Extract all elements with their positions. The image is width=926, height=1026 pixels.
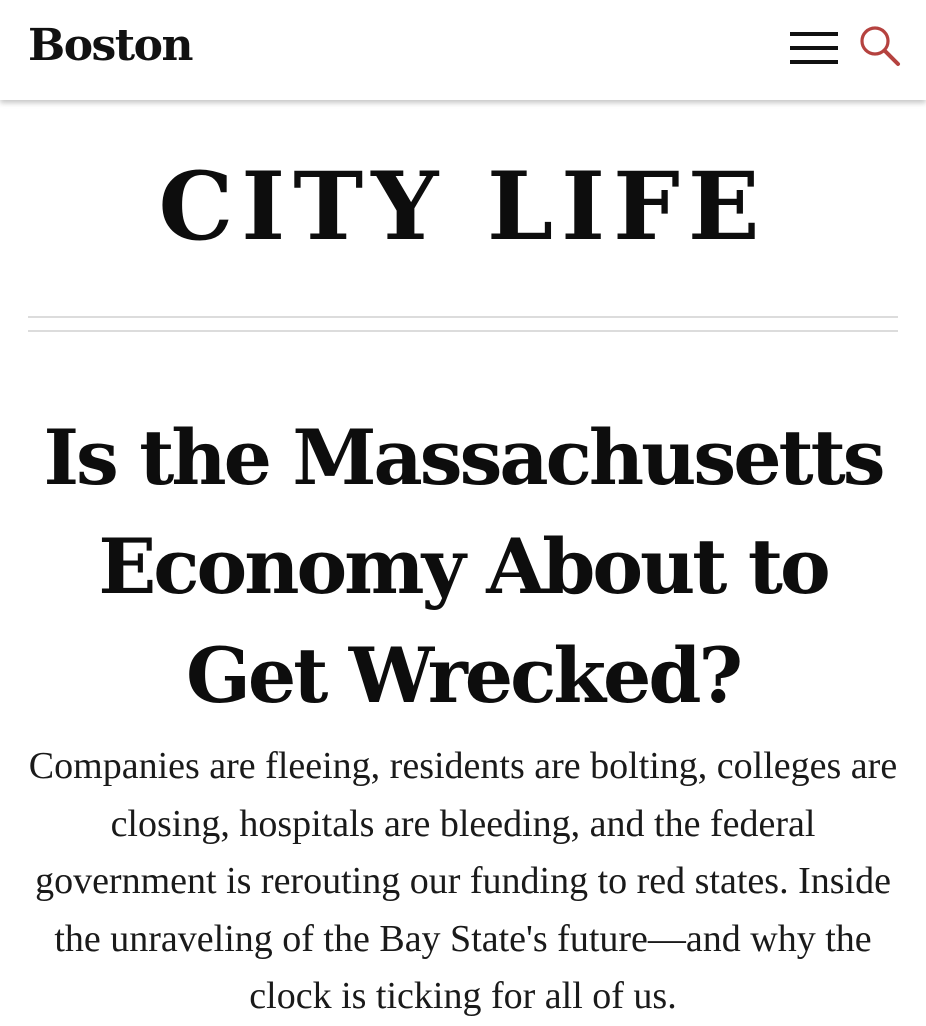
section-divider-top — [28, 316, 898, 318]
search-button[interactable] — [856, 22, 906, 72]
article-dek: Companies are fleeing, residents are bolting, colleges are closing, hospitals are bleeding, and the federal government is rerouting our funding to red states. Inside the unraveling of the Bay State's future—and why the clock is ticking for all of us. — [28, 745, 898, 1017]
site-logo[interactable]: Boston — [28, 20, 192, 71]
article-headline: Is the Massachusetts Economy About to Get Wrecked? — [43, 413, 883, 720]
menu-button[interactable] — [786, 26, 842, 70]
section-title[interactable]: CITY LIFE — [158, 152, 768, 262]
section-header — [0, 152, 926, 262]
section-divider-bottom — [28, 330, 898, 332]
search-icon — [856, 22, 906, 72]
site-header — [0, 0, 926, 100]
